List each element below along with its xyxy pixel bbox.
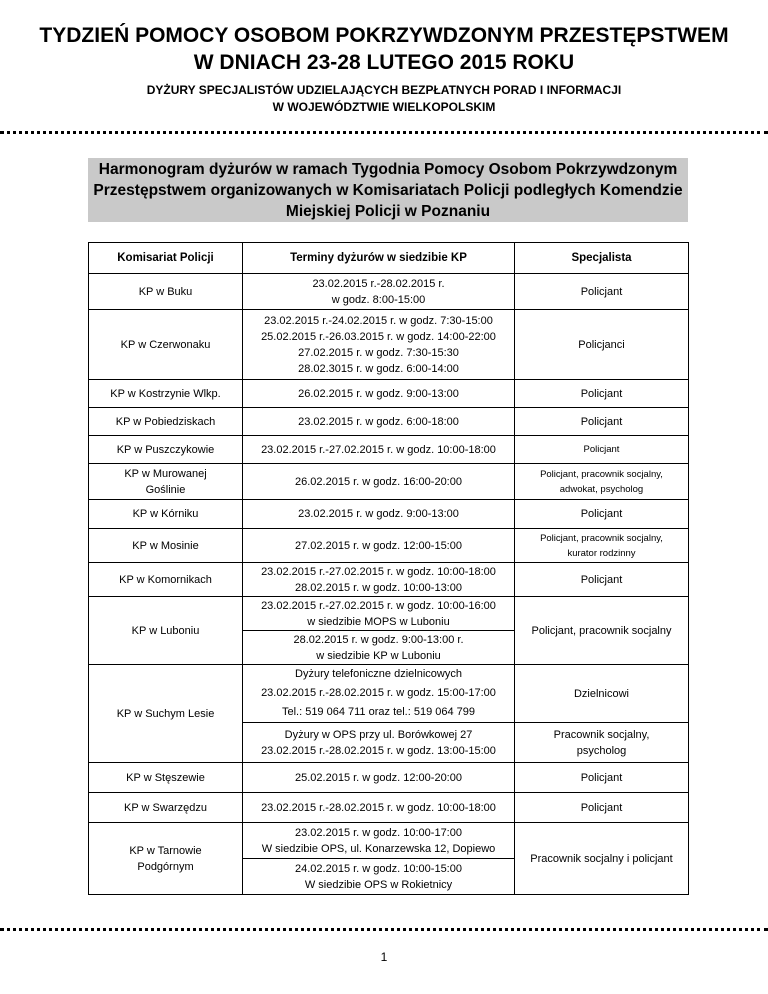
term-line: 24.02.2015 r. w godz. 10:00-15:00 — [295, 862, 462, 875]
table-row — [89, 793, 689, 823]
terms-cell — [243, 563, 515, 597]
term-line: 23.02.2015 r.-28.02.2015 r. w godz. 13:00-15:00 — [261, 744, 496, 757]
col-header-specialist: Specjalista — [515, 243, 689, 274]
specialist-line: adwokat, psycholog — [559, 483, 644, 495]
table-row — [89, 563, 689, 597]
terms-cell: 23.02.2015 r. w godz. 6:00-18:00 — [243, 408, 515, 436]
terms-cell — [243, 723, 515, 763]
station-cell: KP w Czerwonaku — [89, 310, 243, 380]
heading-line-1: Harmonogram dyżurów w ramach Tygodnia Pomocy Osobom Pokrzywdzonym — [98, 161, 678, 178]
station-cell: KP w Pobiedziskach — [89, 408, 243, 436]
station-cell — [89, 823, 243, 895]
heading-line-2: Przestępstwem organizowanych w Komisariatach Policji podległych Komendzie — [93, 182, 683, 199]
specialist-line: Pracownik socjalny, — [553, 728, 650, 741]
term-line: 28.02.2015 r. w godz. 9:00-13:00 r. — [293, 633, 464, 646]
term-line: 23.02.2015 r.-28.02.2015 r. — [312, 277, 445, 290]
table-row — [89, 310, 689, 380]
term-line: W siedzibie OPS, ul. Konarzewska 12, Dopiewo — [261, 842, 496, 855]
station-cell: KP w Mosinie — [89, 529, 243, 563]
station-cell: KP w Kórniku — [89, 500, 243, 529]
subtitle-line-1: DYŻURY SPECJALISTÓW UDZIELAJĄCYCH BEZPŁATNYCH PORAD I INFORMACJI — [146, 83, 622, 97]
table-row — [89, 500, 689, 529]
term-line: w siedzibie KP w Luboniu — [316, 649, 441, 662]
specialist-cell: Policjant — [515, 563, 689, 597]
table-row — [89, 436, 689, 464]
specialist-cell — [515, 464, 689, 500]
station-cell: KP w Puszczykowie — [89, 436, 243, 464]
col-header-station: Komisariat Policji — [89, 243, 243, 274]
table-row — [89, 823, 689, 859]
term-line: 23.02.2015 r.-27.02.2015 r. w godz. 10:00-18:00 — [261, 565, 496, 578]
terms-cell: 23.02.2015 r.-28.02.2015 r. w godz. 10:00-18:00 — [243, 793, 515, 823]
table-row — [89, 274, 689, 310]
station-cell: KP w Buku — [89, 274, 243, 310]
specialist-cell: Pracownik socjalny i policjant — [515, 823, 689, 895]
specialist-cell: Policjant — [515, 380, 689, 408]
duty-schedule-table — [88, 242, 689, 895]
term-line: w godz. 8:00-15:00 — [331, 293, 426, 306]
terms-cell: 25.02.2015 r. w godz. 12:00-20:00 — [243, 763, 515, 793]
specialist-line: kurator rodzinny — [567, 547, 636, 559]
table-header-row — [89, 243, 689, 274]
term-line: 27.02.2015 r. w godz. 7:30-15:30 — [298, 346, 459, 359]
station-cell: KP w Komornikach — [89, 563, 243, 597]
top-dotted-divider — [0, 131, 768, 134]
specialist-line: Policjant, pracownik socjalny, — [540, 468, 663, 480]
term-line: 28.02.2015 r. w godz. 10:00-13:00 — [295, 581, 462, 594]
terms-cell: 23.02.2015 r.-27.02.2015 r. w godz. 10:00-18:00 — [243, 436, 515, 464]
title-line-2: W DNIACH 23-28 LUTEGO 2015 ROKU — [193, 51, 575, 74]
term-line: Tel.: 519 064 711 oraz tel.: 519 064 799 — [281, 706, 476, 718]
document-subtitle — [0, 82, 768, 116]
specialist-line: Policjant, pracownik socjalny, — [540, 532, 663, 544]
specialist-cell: Policjant, pracownik socjalny — [515, 597, 689, 665]
subtitle-line-2: W WOJEWÓDZTWIE WIELKOPOLSKIM — [272, 100, 496, 114]
term-line: 23.02.2015 r.-27.02.2015 r. w godz. 10:00-16:00 — [261, 599, 496, 612]
table-row — [89, 464, 689, 500]
term-line: Dyżury telefoniczne dzielnicowych — [295, 668, 462, 680]
station-cell: KP w Swarzędzu — [89, 793, 243, 823]
term-line: 23.02.2015 r. w godz. 10:00-17:00 — [295, 826, 462, 839]
terms-cell — [243, 597, 515, 631]
terms-cell: 26.02.2015 r. w godz. 9:00-13:00 — [243, 380, 515, 408]
document-title — [0, 22, 768, 76]
terms-cell: 23.02.2015 r. w godz. 9:00-13:00 — [243, 500, 515, 529]
station-line: Goślinie — [145, 483, 186, 496]
term-line: Dyżury w OPS przy ul. Borówkowej 27 — [284, 728, 473, 741]
station-cell — [89, 464, 243, 500]
term-line: 23.02.2015 r.-28.02.2015 r. w godz. 15:00-17:00 — [261, 687, 496, 699]
terms-cell — [243, 823, 515, 859]
terms-cell — [243, 310, 515, 380]
terms-cell: 27.02.2015 r. w godz. 12:00-15:00 — [243, 529, 515, 563]
terms-cell: 26.02.2015 r. w godz. 16:00-20:00 — [243, 464, 515, 500]
specialist-cell — [515, 529, 689, 563]
specialist-cell: Policjant — [515, 793, 689, 823]
specialist-cell: Policjant — [515, 436, 689, 464]
title-line-1: TYDZIEŃ POMOCY OSOBOM POKRZYWDZONYM PRZESTĘPSTWEM — [39, 24, 729, 47]
station-cell: KP w Suchym Lesie — [89, 665, 243, 763]
station-line: Podgórnym — [137, 860, 194, 873]
station-line: KP w Tarnowie — [129, 844, 202, 857]
specialist-cell: Policjant — [515, 408, 689, 436]
station-cell: KP w Stęszewie — [89, 763, 243, 793]
page-number: 1 — [380, 950, 388, 964]
terms-cell — [243, 631, 515, 665]
terms-cell — [243, 274, 515, 310]
bottom-dotted-divider — [0, 928, 768, 931]
table-row — [89, 763, 689, 793]
term-line: 25.02.2015 r.-26.03.2015 r. w godz. 14:00-22:00 — [261, 330, 496, 343]
specialist-cell: Policjanci — [515, 310, 689, 380]
specialist-cell: Policjant — [515, 500, 689, 529]
table-row — [89, 597, 689, 631]
terms-cell — [243, 665, 515, 723]
table-row — [89, 408, 689, 436]
term-line: w siedzibie MOPS w Luboniu — [307, 615, 450, 628]
table-row — [89, 529, 689, 563]
station-cell: KP w Kostrzynie Wlkp. — [89, 380, 243, 408]
specialist-cell: Policjant — [515, 763, 689, 793]
col-header-terms: Terminy dyżurów w siedzibie KP — [243, 243, 515, 274]
station-line: KP w Murowanej — [124, 467, 207, 480]
terms-cell — [243, 859, 515, 895]
table-row — [89, 665, 689, 723]
specialist-cell: Dzielnicowi — [515, 665, 689, 723]
station-cell: KP w Luboniu — [89, 597, 243, 665]
specialist-line: psycholog — [576, 744, 627, 757]
section-heading — [88, 158, 688, 222]
table-row — [89, 380, 689, 408]
specialist-cell — [515, 723, 689, 763]
term-line: 23.02.2015 r.-24.02.2015 r. w godz. 7:30-15:00 — [264, 314, 493, 327]
heading-line-3: Miejskiej Policji w Poznaniu — [285, 203, 491, 220]
term-line: 28.02.3015 r. w godz. 6:00-14:00 — [298, 362, 459, 375]
specialist-cell: Policjant — [515, 274, 689, 310]
term-line: W siedzibie OPS w Rokietnicy — [304, 878, 453, 891]
